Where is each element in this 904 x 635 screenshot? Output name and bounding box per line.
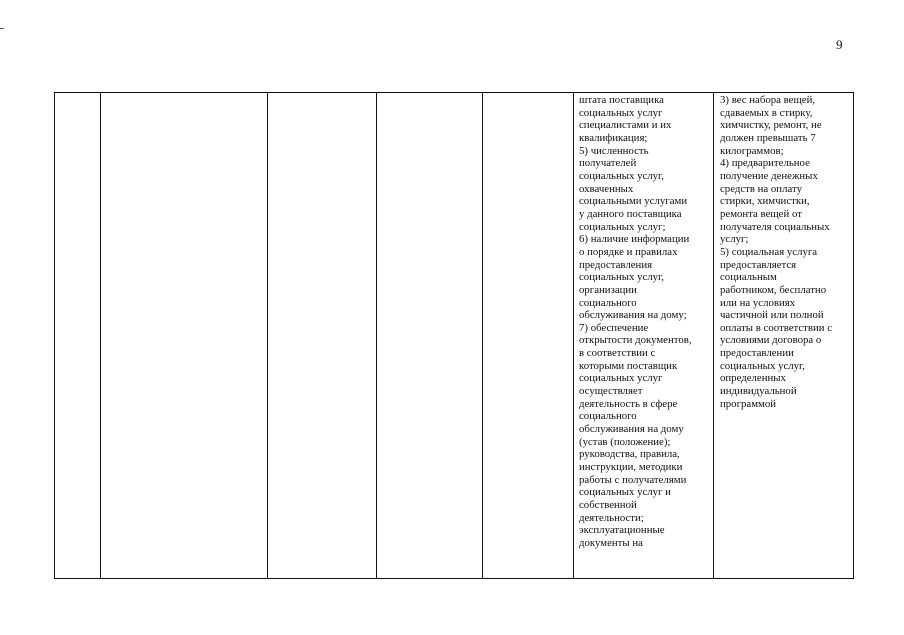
- column-divider-2: [267, 93, 268, 578]
- column-divider-5: [573, 93, 574, 578]
- column-divider-4: [482, 93, 483, 578]
- page-number: 9: [836, 37, 843, 52]
- column-divider-1: [100, 93, 101, 578]
- column-divider-3: [376, 93, 377, 578]
- column-divider-6: [713, 93, 714, 578]
- table-cell-quality-indicators: штата поставщика социальных услуг специалистами и их квалификация; 5) численность получателей социальных услуг, охваченных социальными услугами у данного поставщика социальных услуг; 6) наличие информации о порядке и правилах предоставления социальных услуг, организации социального обслуживания на дому; 7) обеспечение открытости документов, в соответствии с которыми поставщик социальных услуг осуществляет деятельность в сфере социального обслуживания на дому (устав (положение); руководства, правила, инструкции, методики работы с получателями социальных услуг и собственной деятельности; эксплуатационные документы на: [579, 94, 692, 549]
- table-cell-service-conditions: 3) вес набора вещей, сдаваемых в стирку, химчистку, ремонт, не должен превышать 7 килограммов; 4) предварительное получение денежных средств на оплату стирки, химчистки, ремонта вещей от получателя социальных услуг; 5) социальная услуга предоставляется социальным работником, бесплатно или на условиях частичной или полной оплаты в соответствии с условиями договора о предоставлении социальных услуг, определенных индивидуальной программой: [720, 94, 833, 410]
- margin-mark: [0, 28, 4, 29]
- document-table: [54, 92, 854, 579]
